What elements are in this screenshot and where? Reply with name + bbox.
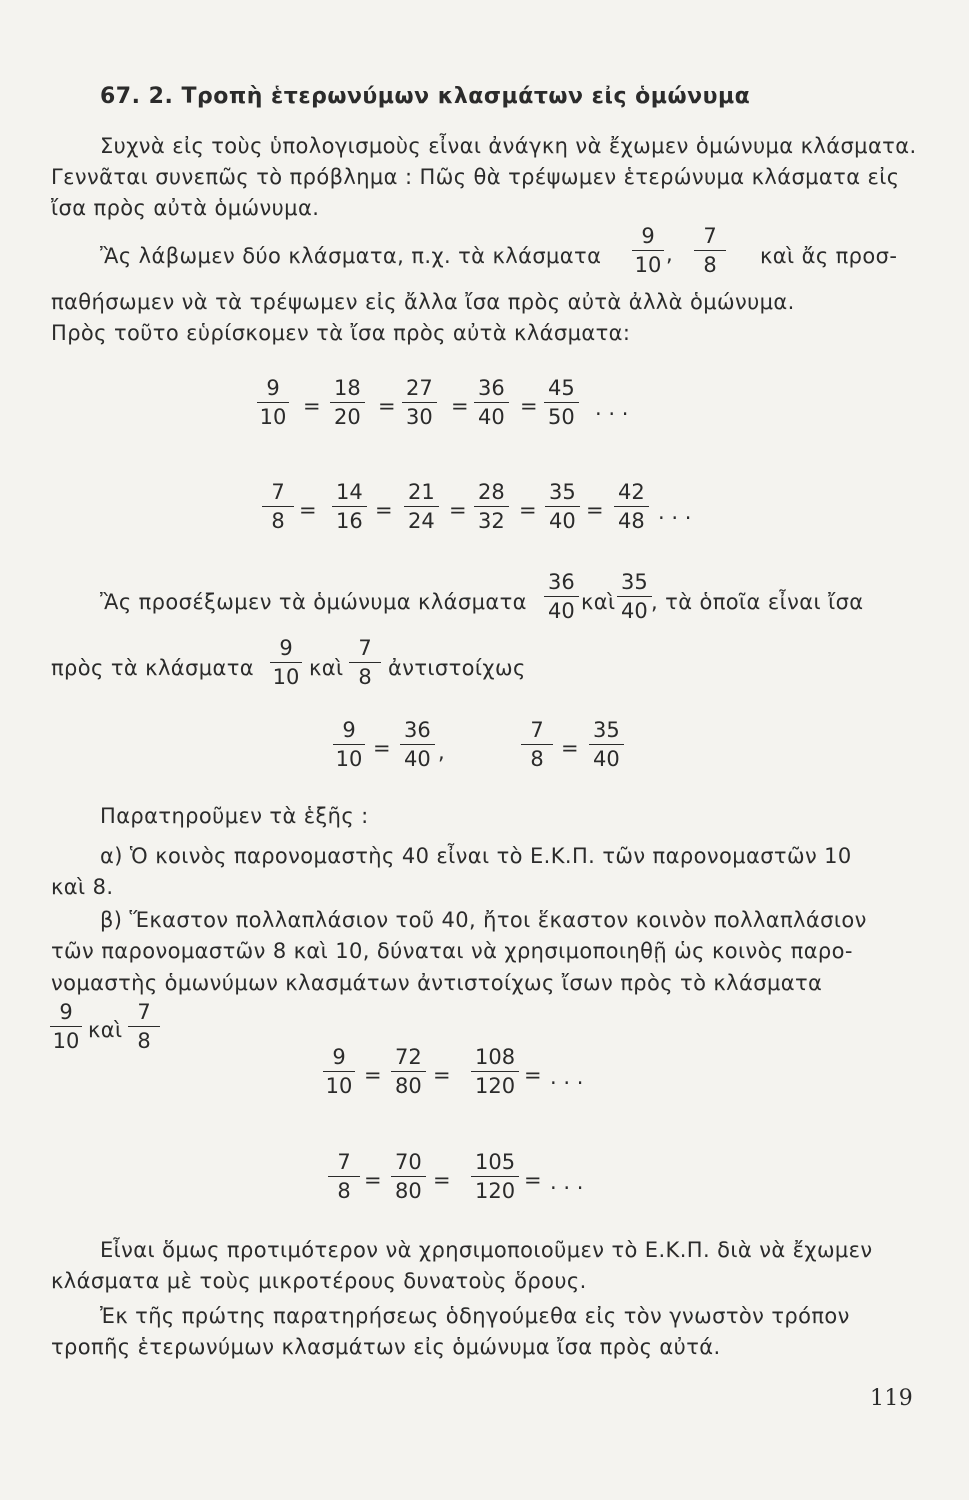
paragraph-line: Ἂς λάβωμεν δύο κλάσματα, π.χ. τὰ κλάσματα (100, 244, 602, 268)
paragraph-line: πρὸς τὰ κλάσματα (51, 656, 255, 680)
fraction (333, 720, 365, 770)
equals-sign: = (449, 498, 467, 522)
numerator: 28 (474, 482, 509, 507)
numerator: 9 (270, 638, 302, 663)
fraction (404, 482, 439, 532)
numerator: 21 (404, 482, 439, 507)
page-number: 119 (870, 1386, 914, 1411)
fraction (471, 1047, 519, 1097)
fraction (632, 226, 664, 276)
numerator: 105 (471, 1152, 519, 1177)
equals-sign: = (364, 1063, 382, 1087)
fraction (589, 720, 624, 770)
equals-sign: = (561, 736, 579, 760)
fraction (545, 482, 580, 532)
denominator: 40 (621, 599, 648, 623)
denominator: 30 (406, 405, 433, 429)
numerator: 36 (400, 720, 435, 745)
numerator: 9 (333, 720, 365, 745)
paragraph-text: καὶ (309, 656, 344, 680)
fraction (270, 638, 302, 688)
fraction (521, 720, 553, 770)
denominator: 50 (548, 405, 575, 429)
paragraph-line: Ἂς προσέξωμεν τὰ ὁμώνυμα κλάσματα (100, 590, 527, 614)
denominator: 20 (334, 405, 361, 429)
denominator: 24 (408, 509, 435, 533)
numerator: 35 (617, 572, 652, 597)
denominator: 48 (618, 509, 645, 533)
denominator: 8 (703, 253, 717, 277)
denominator: 10 (52, 1029, 80, 1053)
equals-sign: = (375, 498, 393, 522)
denominator: 120 (475, 1074, 516, 1098)
paragraph-line: καὶ 8. (51, 875, 114, 899)
paragraph-line: Γεννᾶται συνεπῶς τὸ πρόβλημα : Πῶς θὰ τρέψωμεν ἑτερώνυμα κλάσματα εἰς (51, 165, 900, 189)
fraction (694, 226, 726, 276)
denominator: 40 (404, 747, 431, 771)
denominator: 120 (475, 1179, 516, 1203)
equals-sign: = (303, 394, 321, 418)
numerator: 36 (474, 378, 509, 403)
denominator: 8 (137, 1029, 151, 1053)
paragraph-text: καὶ (581, 590, 616, 614)
equals-sign: = (519, 498, 537, 522)
fraction (330, 378, 365, 428)
equals-sign: = (433, 1063, 451, 1087)
equals-sign: = (520, 394, 538, 418)
fraction (323, 1047, 355, 1097)
numerator: 70 (391, 1152, 426, 1177)
numerator: 35 (545, 482, 580, 507)
denominator: 10 (272, 665, 300, 689)
denominator: 80 (395, 1074, 422, 1098)
ellipsis: . . . (595, 396, 629, 420)
paragraph-line: ἴσα πρὸς αὐτὰ ὁμώνυμα. (51, 196, 320, 220)
paragraph-line: Συχνὰ εἰς τοὺς ὑπολογισμοὺς εἶναι ἀνάγκη νὰ ἔχωμεν ὁμώνυμα κλάσματα. (100, 134, 917, 158)
paragraph-line: Ἐκ τῆς πρώτης παρατηρήσεως ὁδηγούμεθα εἰς τὸν γνωστὸν τρόπον (100, 1304, 850, 1328)
equals-sign: = (378, 394, 396, 418)
equals-sign: = (299, 498, 317, 522)
ellipsis: . . . (550, 1170, 584, 1194)
fraction (50, 1002, 82, 1052)
fraction (391, 1047, 426, 1097)
fraction (128, 1002, 160, 1052)
fraction (614, 482, 649, 532)
equals-sign: = (524, 1168, 542, 1192)
fraction (262, 482, 294, 532)
denominator: 10 (325, 1074, 353, 1098)
equals-sign: = (433, 1168, 451, 1192)
numerator: 108 (471, 1047, 519, 1072)
paragraph-line: Πρὸς τοῦτο εὑρίσκομεν τὰ ἴσα πρὸς αὐτὰ κλάσματα: (51, 321, 631, 345)
numerator: 42 (614, 482, 649, 507)
equals-sign: = (364, 1168, 382, 1192)
denominator: 10 (335, 747, 363, 771)
numerator: 45 (544, 378, 579, 403)
denominator: 10 (634, 253, 662, 277)
comma: , (438, 740, 445, 764)
denominator: 10 (259, 405, 287, 429)
denominator: 40 (593, 747, 620, 771)
fraction (544, 572, 579, 622)
numerator: 35 (589, 720, 624, 745)
denominator: 8 (358, 665, 372, 689)
fraction (402, 378, 437, 428)
paragraph-line: α) Ὁ κοινὸς παρονομαστὴς 40 εἶναι τὸ Ε.Κ.Π. τῶν παρονομαστῶν 10 (100, 844, 852, 868)
numerator: 27 (402, 378, 437, 403)
denominator: 32 (478, 509, 505, 533)
paragraph-line: Παρατηροῦμεν τὰ ἑξῆς : (100, 804, 369, 828)
fraction (328, 1152, 360, 1202)
denominator: 8 (337, 1179, 351, 1203)
denominator: 8 (530, 747, 544, 771)
numerator: 7 (262, 482, 294, 507)
denominator: 40 (548, 599, 575, 623)
paragraph-line: νομαστὴς ὁμωνύμων κλασμάτων ἀντιστοίχως ἴσων πρὸς τὸ κλάσματα (51, 971, 823, 995)
paragraph-text: , τὰ ὁποῖα εἶναι ἴσα (651, 590, 864, 614)
numerator: 7 (694, 226, 726, 251)
denominator: 40 (478, 405, 505, 429)
fraction (257, 378, 289, 428)
numerator: 18 (330, 378, 365, 403)
denominator: 8 (271, 509, 285, 533)
fraction (474, 482, 509, 532)
numerator: 14 (332, 482, 367, 507)
numerator: 7 (128, 1002, 160, 1027)
paragraph-line: παθήσωμεν νὰ τὰ τρέψωμεν εἰς ἄλλα ἴσα πρὸς αὐτὰ ἀλλὰ ὁμώνυμα. (51, 290, 795, 314)
fraction (391, 1152, 426, 1202)
equals-sign: = (373, 736, 391, 760)
paragraph-text: καὶ ἄς προσ- (760, 244, 898, 268)
paragraph-text: ἀντιστοίχως (388, 656, 526, 680)
section-heading: 67. 2. Τροπὴ ἑτερωνύμων κλασμάτων εἰς ὁμώνυμα (100, 84, 751, 109)
paragraph-line: β) Ἕκαστον πολλαπλάσιον τοῦ 40, ἤτοι ἕκαστον κοινὸν πολλαπλάσιον (100, 908, 867, 932)
fraction (617, 572, 652, 622)
numerator: 7 (349, 638, 381, 663)
fraction (349, 638, 381, 688)
denominator: 16 (336, 509, 363, 533)
numerator: 72 (391, 1047, 426, 1072)
equals-sign: = (451, 394, 469, 418)
ellipsis: . . . (658, 500, 692, 524)
ellipsis: . . . (550, 1065, 584, 1089)
numerator: 9 (632, 226, 664, 251)
fraction (332, 482, 367, 532)
equals-sign: = (524, 1063, 542, 1087)
numerator: 9 (323, 1047, 355, 1072)
fraction (474, 378, 509, 428)
numerator: 36 (544, 572, 579, 597)
equals-sign: = (586, 498, 604, 522)
paragraph-line: Εἶναι ὅμως προτιμότερον νὰ χρησιμοποιοῦμεν τὸ Ε.Κ.Π. διὰ νὰ ἔχωμεν (100, 1238, 873, 1262)
denominator: 40 (549, 509, 576, 533)
paragraph-line: κλάσματα μὲ τοὺς μικροτέρους δυνατοὺς ὅρους. (51, 1269, 587, 1293)
fraction (400, 720, 435, 770)
numerator: 9 (257, 378, 289, 403)
comma: , (666, 242, 673, 266)
numerator: 7 (521, 720, 553, 745)
denominator: 80 (395, 1179, 422, 1203)
numerator: 7 (328, 1152, 360, 1177)
fraction (471, 1152, 519, 1202)
paragraph-line: τροπῆς ἑτερωνύμων κλασμάτων εἰς ὁμώνυμα ἴσα πρὸς αὐτά. (51, 1335, 721, 1359)
paragraph-line: τῶν παρονομαστῶν 8 καὶ 10, δύναται νὰ χρησιμοποιηθῇ ὡς κοινὸς παρο- (51, 939, 853, 963)
fraction (544, 378, 579, 428)
paragraph-text: καὶ (88, 1018, 123, 1042)
numerator: 9 (50, 1002, 82, 1027)
